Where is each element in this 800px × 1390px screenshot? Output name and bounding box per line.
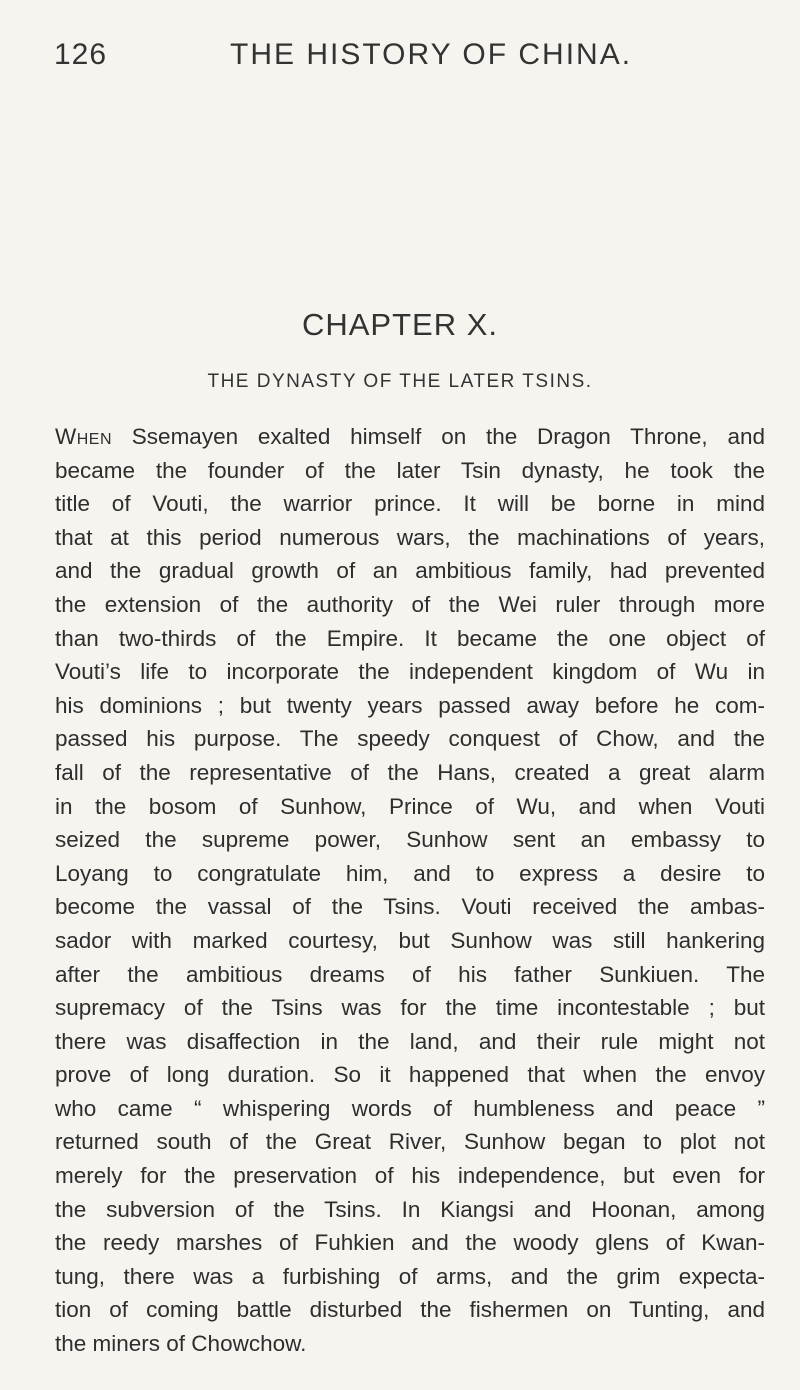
text-line: who came “ whispering words of humbleness and peace ” <box>55 1095 765 1121</box>
text-line: passed his purpose. The speedy conquest of Chow, and the <box>55 726 765 752</box>
text-line: tung, there was a furbishing of arms, and the grim expecta- <box>55 1263 765 1289</box>
text-line: the extension of the authority of the Wei ruler through more <box>55 591 765 617</box>
text-line: Loyang to congratulate him, and to express a desire to <box>55 860 765 886</box>
opening-word: When <box>55 424 113 449</box>
text-line: title of Vouti, the warrior prince. It will be borne in mind <box>55 491 765 517</box>
running-head <box>54 38 754 78</box>
body-paragraph <box>55 420 765 1361</box>
text-line: in the bosom of Sunhow, Prince of Wu, and when Vouti <box>55 793 765 819</box>
text-line: and the gradual growth of an ambitious family, had prevented <box>55 558 765 584</box>
text-line: there was disaffection in the land, and their rule might not <box>55 1028 765 1054</box>
text-line: sador with marked courtesy, but Sunhow was still hankering <box>55 927 765 953</box>
chapter-title: THE DYNASTY OF THE LATER TSINS. <box>207 371 593 392</box>
chapter-number: CHAPTER X. <box>301 307 499 342</box>
text-line-content: Ssemayen exalted himself on the Dragon Throne, and <box>131 424 765 449</box>
text-line: become the vassal of the Tsins. Vouti received the ambas- <box>55 894 765 920</box>
running-title: THE HISTORY OF CHINA. <box>230 38 633 71</box>
text-line: seized the supreme power, Sunhow sent an embassy to <box>55 827 765 853</box>
text-line: the subversion of the Tsins. In Kiangsi and Hoonan, among <box>55 1196 765 1222</box>
text-line: fall of the representative of the Hans, created a great alarm <box>55 759 765 785</box>
text-line: tion of coming battle disturbed the fishermen on Tunting, and <box>55 1297 765 1323</box>
text-line: prove of long duration. So it happened that when the envoy <box>55 1062 765 1088</box>
text-line <box>55 420 765 454</box>
text-line: merely for the preservation of his independence, but even for <box>55 1163 765 1189</box>
text-line: his dominions ; but twenty years passed away before he com- <box>55 692 765 718</box>
text-line: the miners of Chowchow. <box>55 1331 307 1357</box>
text-line: that at this period numerous wars, the machinations of years, <box>55 524 765 550</box>
text-line: than two-thirds of the Empire. It became the one object of <box>55 625 765 651</box>
text-line: became the founder of the later Tsin dynasty, he took the <box>55 457 765 483</box>
page-number: 126 <box>54 38 108 71</box>
text-line: supremacy of the Tsins was for the time incontestable ; but <box>55 995 765 1021</box>
text-line: returned south of the Great River, Sunhow began to plot not <box>55 1129 765 1155</box>
text-line: the reedy marshes of Fuhkien and the woody glens of Kwan- <box>55 1230 765 1256</box>
text-line: after the ambitious dreams of his father Sunkiuen. The <box>55 961 765 987</box>
text-line: Vouti’s life to incorporate the independent kingdom of Wu in <box>55 659 765 685</box>
